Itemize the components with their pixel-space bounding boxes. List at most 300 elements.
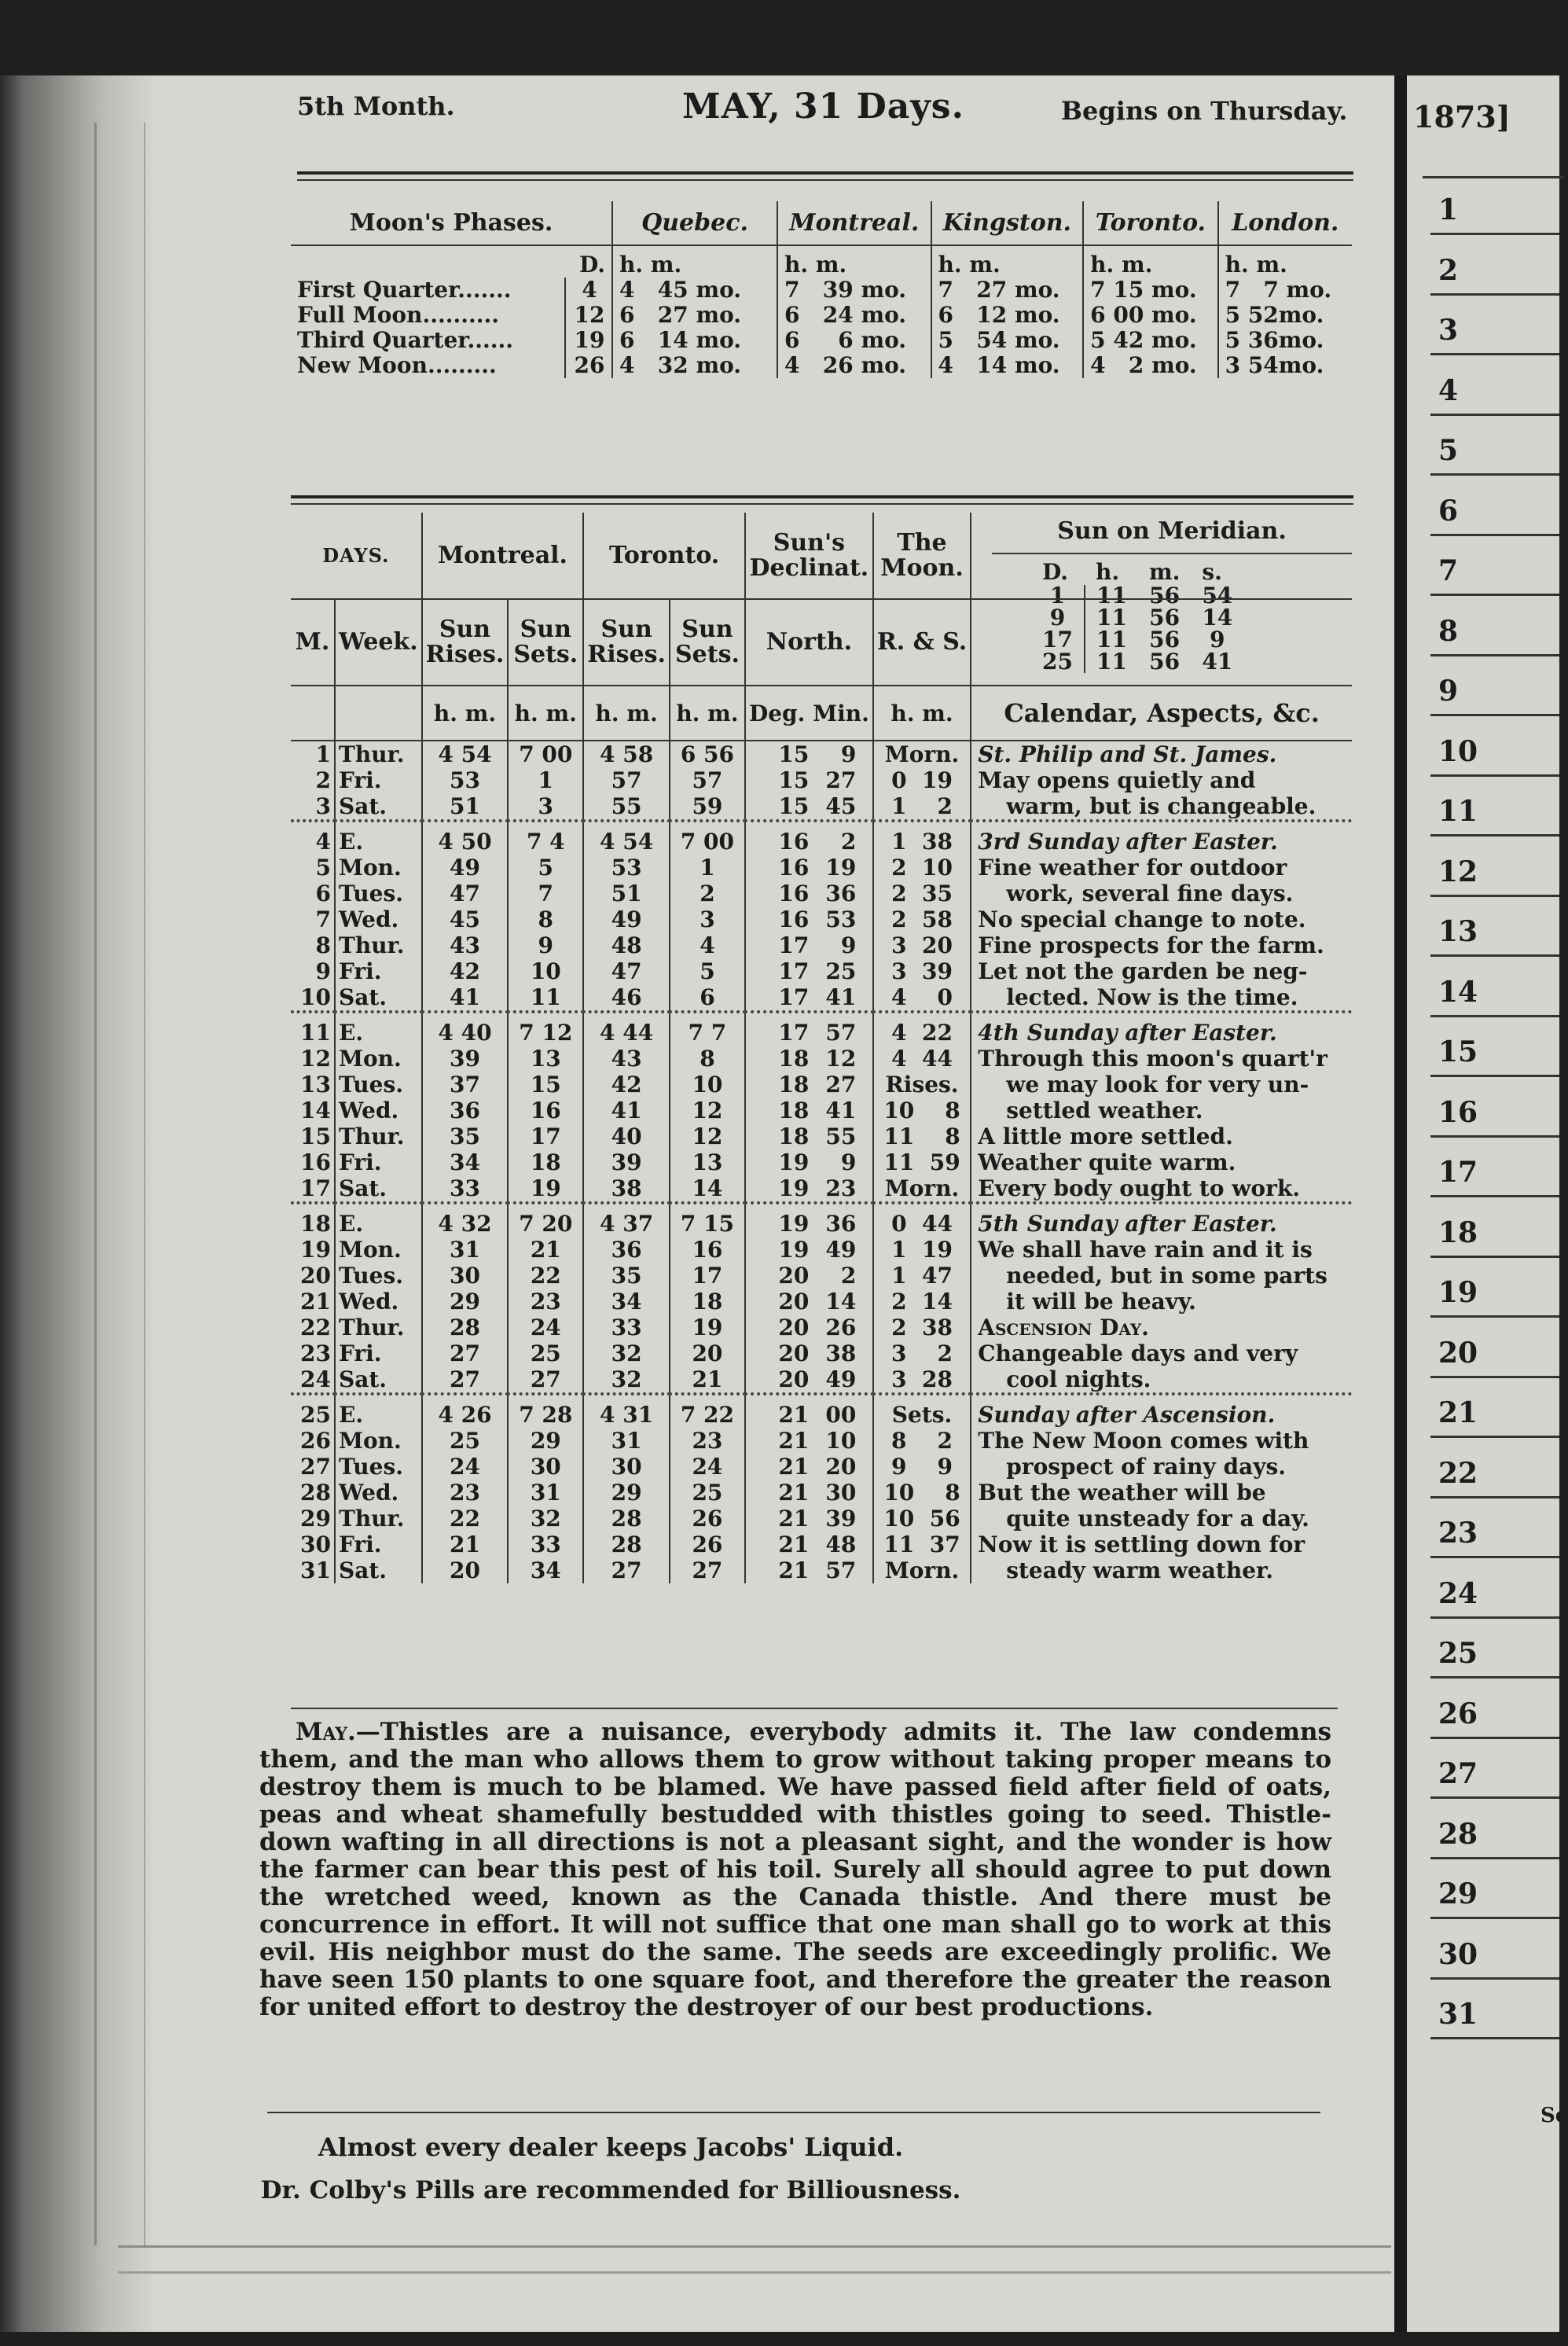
essay-rule [267,2112,1320,2113]
facing-page-day-row [1407,795,1559,855]
phase-time-london: 7 7 mo. [1218,278,1352,303]
header-m: M. [295,628,330,656]
day-of-month: 23 [300,1340,331,1366]
montreal-sunset: 7 00 [508,741,583,767]
day-of-month: 18 [300,1211,331,1237]
moon-rise-set: 1 2 [873,793,971,821]
montreal-sunset: 3 [508,793,583,821]
day-of-week: Sat. [335,1366,422,1394]
declination-degrees: 15 [778,741,810,767]
toronto-sunset: 4 [670,932,745,958]
header-declination: Sun's Declinat. [745,513,873,599]
table-bottom-rule [291,1708,1338,1709]
moon-rise-set: 3 28 [873,1366,971,1394]
calendar-note: We shall have rain and it is [971,1237,1352,1263]
phase-time-london: 3 54mo. [1218,353,1352,378]
may-essay [259,1719,1331,2021]
toronto-sunrise: 36 [583,1237,670,1263]
facing-page-day-row [1407,1577,1559,1638]
phase-time-toronto: 6 00 mo. [1083,303,1217,328]
facing-page-day-number: 13 [1438,915,1478,948]
calendar-note: Fine prospects for the farm. [971,932,1352,958]
day-of-week: Tues. [335,1263,422,1289]
phase-time-london: 5 52mo. [1218,303,1352,328]
facing-page-day-number: 7 [1438,554,1459,587]
montreal-sunset: 32 [508,1506,583,1532]
phases-unit-hm: h. m. [1083,245,1217,278]
montreal-sunrise: 4 40 [422,1012,509,1046]
day-row [291,1149,1352,1175]
toronto-sunset: 12 [670,1098,745,1123]
montreal-sunset: 9 [508,932,583,958]
facing-page-day-row [1407,976,1559,1036]
declination-minutes: 45 [825,793,857,819]
montreal-sunrise: 33 [422,1175,509,1203]
day-of-month: 31 [300,1557,331,1583]
meridian-header: D. [1042,559,1069,585]
facing-page-day-number: 1 [1438,193,1459,226]
montreal-sunset: 30 [508,1454,583,1480]
calendar-note: Every body ought to work. [971,1175,1352,1203]
calendar-note: steady warm weather. [971,1557,1352,1583]
toronto-sunrise: 53 [583,855,670,881]
declination-degrees: 16 [778,881,810,906]
sun-declination [745,984,873,1012]
toronto-sunset: 26 [670,1506,745,1532]
declination-minutes: 10 [825,1428,857,1454]
calendar-note: settled weather. [971,1098,1352,1123]
day-of-month: 10 [300,984,331,1010]
facing-page-day-row [1407,1035,1559,1096]
meridian-cell: 11 [1096,649,1127,675]
facing-page-day-number: 15 [1438,1035,1478,1068]
facing-page-day-row [1407,1096,1559,1156]
facing-page-day-number: 12 [1438,855,1478,888]
moon-rise-set: 10 8 [873,1480,971,1506]
phase-day: 26 [564,353,605,378]
facing-page-day-number: 18 [1438,1215,1478,1249]
facing-page-day-number: 10 [1438,734,1478,768]
declination-degrees: 19 [778,1149,810,1175]
meridian-title: Sun on Meridian. [1057,517,1287,545]
facing-page-year: 1873] [1413,99,1511,134]
page-bottom-edge [118,2245,1391,2274]
phases-unit-day: D. [578,252,605,278]
facing-page-day-number: 9 [1438,675,1459,708]
day-of-month: 28 [300,1480,331,1506]
day-of-week: Wed. [335,1480,422,1506]
declination-degrees: 18 [778,1046,810,1072]
day-row [291,1072,1352,1098]
day-row [291,741,1352,767]
day-of-month: 8 [315,932,331,958]
facing-page-day-number: 31 [1438,1998,1478,2031]
calendar-note: Now it is settling down for [971,1532,1352,1557]
calendar-note: May opens quietly and [971,767,1352,793]
sun-declination [745,881,873,906]
toronto-sunrise: 38 [583,1175,670,1203]
day-row [291,881,1352,906]
facing-page-day-row [1407,1938,1559,1999]
unit-hm: h. m. [670,686,745,741]
scanned-page [0,75,1568,2332]
sun-declination [745,1480,873,1506]
moon-rise-set: 1 47 [873,1263,971,1289]
montreal-sunrise: 4 26 [422,1394,509,1428]
day-of-month: 4 [315,829,331,855]
day-of-month: 12 [300,1046,331,1072]
day-row [291,767,1352,793]
book-spine [1394,75,1407,2332]
header-montreal-rises: Sun Rises. [422,599,509,686]
meridian-header: m. [1148,559,1181,585]
day-of-month: 20 [300,1263,331,1289]
day-of-month: 26 [300,1428,331,1454]
calendar-note: Ascension Day. [971,1315,1352,1340]
facing-page-day-row [1407,1697,1559,1758]
declination-degrees: 21 [778,1402,810,1428]
phase-name: First Quarter....... [297,277,512,303]
declination-minutes: 38 [825,1340,857,1366]
facing-page-day-number: 19 [1438,1276,1478,1309]
phases-header-quebec: Quebec. [612,201,777,245]
day-of-week: Wed. [335,906,422,932]
day-row [291,1237,1352,1263]
toronto-sunset: 3 [670,906,745,932]
facing-page-day-number: 23 [1438,1517,1478,1550]
phase-time-montreal: 4 26 mo. [777,353,931,378]
calendar-note: But the weather will be [971,1480,1352,1506]
declination-degrees: 15 [778,767,810,793]
montreal-sunrise: 53 [422,767,509,793]
toronto-sunrise: 48 [583,932,670,958]
toronto-sunset: 6 56 [670,741,745,767]
day-of-week: Tues. [335,1454,422,1480]
month-label: 5th Month. [297,91,455,121]
meridian-cell: 11 [1096,605,1127,631]
montreal-sunset: 5 [508,855,583,881]
day-of-month: 25 [300,1402,331,1428]
ad-colby-pills: Dr. Colby's Pills are recommended for Billiousness. [260,2176,961,2204]
facing-page-day-number: 11 [1438,795,1478,828]
day-of-week: E. [335,1012,422,1046]
montreal-sunrise: 49 [422,855,509,881]
declination-minutes: 23 [825,1175,857,1201]
moon-rise-set: 2 14 [873,1289,971,1315]
day-of-week: Thur. [335,741,422,767]
day-row [291,1263,1352,1289]
sun-declination [745,1123,873,1149]
phase-time-quebec: 6 14 mo. [612,328,777,353]
declination-minutes: 27 [825,767,857,793]
moon-rise-set: 10 56 [873,1506,971,1532]
day-of-week: E. [335,1394,422,1428]
phase-time-kingston: 5 54 mo. [931,328,1084,353]
montreal-sunset: 13 [508,1046,583,1072]
meridian-cell: 17 [1031,629,1085,651]
facing-page-day-row [1407,1637,1559,1697]
toronto-sunset: 21 [670,1366,745,1394]
phase-name-and-day [291,278,612,303]
calendar-note: No special change to note. [971,906,1352,932]
day-of-week: E. [335,1203,422,1237]
facing-page-day-number: 26 [1438,1697,1478,1730]
header-montreal-sets: Sun Sets. [508,599,583,686]
declination-minutes: 41 [825,984,857,1010]
header-toronto-rises: Sun Rises. [583,599,670,686]
facing-page-day-row [1407,314,1559,374]
meridian-cell: 56 [1149,627,1181,653]
header-days: DAYS. [322,543,390,567]
day-of-week: Sat. [335,984,422,1012]
day-of-month: 14 [300,1098,331,1123]
meridian-cell: 56 [1149,583,1181,609]
montreal-sunset: 7 20 [508,1203,583,1237]
calendar-note: Fine weather for outdoor [971,855,1352,881]
montreal-sunrise: 29 [422,1289,509,1315]
declination-degrees: 15 [778,793,810,819]
day-of-month: 2 [315,767,331,793]
moon-rise-set: 4 0 [873,984,971,1012]
header-rule-thin [297,179,1353,181]
moon-rise-set: 3 2 [873,1340,971,1366]
toronto-sunset: 59 [670,793,745,821]
declination-minutes: 20 [825,1454,857,1480]
montreal-sunrise: 4 54 [422,741,509,767]
declination-minutes: 48 [825,1532,857,1557]
montreal-sunrise: 4 32 [422,1203,509,1237]
meridian-cell: 54 [1202,583,1233,609]
declination-degrees: 19 [778,1237,810,1263]
toronto-sunset: 20 [670,1340,745,1366]
day-of-week: Sat. [335,793,422,821]
header-montreal: Montreal. [422,513,584,599]
montreal-sunset: 10 [508,958,583,984]
sun-declination [745,958,873,984]
ad-jacobs-liquid: Almost every dealer keeps Jacobs' Liquid. [318,2132,904,2162]
phase-time-kingston: 4 14 mo. [931,353,1084,378]
moon-rise-set: 0 44 [873,1203,971,1237]
day-of-week: Mon. [335,855,422,881]
unit-hm: h. m. [583,686,670,741]
declination-minutes: 00 [825,1402,857,1428]
day-of-week: Wed. [335,1098,422,1123]
declination-degrees: 17 [778,932,810,958]
montreal-sunrise: 41 [422,984,509,1012]
moon-rise-set: 3 39 [873,958,971,984]
toronto-sunrise: 4 54 [583,821,670,855]
phase-time-toronto: 4 2 mo. [1083,353,1217,378]
phase-time-toronto: 5 42 mo. [1083,328,1217,353]
phase-time-montreal: 6 24 mo. [777,303,931,328]
declination-degrees: 18 [778,1123,810,1149]
phase-name: Third Quarter...... [297,327,513,353]
meridian-cell: 41 [1202,649,1233,675]
begins-on-label: Begins on Thursday. [1061,96,1348,126]
essay-lead: May. [296,1718,356,1746]
meridian-cell: 56 [1149,605,1181,631]
sun-declination [745,1289,873,1315]
toronto-sunrise: 28 [583,1532,670,1557]
phases-rule-thin [291,503,1353,505]
day-row [291,906,1352,932]
day-of-week: Mon. [335,1428,422,1454]
day-of-month: 3 [315,793,331,819]
sun-declination [745,1012,873,1046]
facing-page-day-row [1407,374,1559,435]
calendar-note: Weather quite warm. [971,1149,1352,1175]
sun-declination [745,855,873,881]
toronto-sunrise: 41 [583,1098,670,1123]
declination-minutes: 9 [840,932,857,958]
montreal-sunset: 24 [508,1315,583,1340]
moon-rise-set: 0 19 [873,767,971,793]
facing-page-day-row [1407,254,1559,314]
toronto-sunset: 7 15 [670,1203,745,1237]
day-row [291,1203,1352,1237]
day-of-month: 19 [300,1237,331,1263]
toronto-sunrise: 4 44 [583,1012,670,1046]
day-of-week: Thur. [335,1506,422,1532]
meridian-cell: 56 [1149,649,1181,675]
facing-page-day-number: 6 [1438,494,1459,528]
calendar-note: quite unsteady for a day. [971,1506,1352,1532]
day-of-week: Wed. [335,1289,422,1315]
calendar-note: St. Philip and St. James. [971,741,1352,767]
toronto-sunset: 1 [670,855,745,881]
sun-declination [745,821,873,855]
facing-page-day-row [1407,735,1559,796]
moon-rise-set: 9 9 [873,1454,971,1480]
calendar-note: 4th Sunday after Easter. [971,1012,1352,1046]
calendar-note: needed, but in some parts [971,1263,1352,1289]
declination-minutes: 25 [825,958,857,984]
day-of-week: Fri. [335,767,422,793]
toronto-sunset: 10 [670,1072,745,1098]
day-row [291,821,1352,855]
toronto-sunset: 57 [670,767,745,793]
declination-degrees: 21 [778,1454,810,1480]
facing-page-day-number: 4 [1438,373,1459,407]
day-row [291,1123,1352,1149]
day-row [291,793,1352,821]
toronto-sunrise: 32 [583,1366,670,1394]
unit-hm: h. m. [508,686,583,741]
moon-rise-set: 2 38 [873,1315,971,1340]
sun-declination [745,1428,873,1454]
calendar-note: The New Moon comes with [971,1428,1352,1454]
meridian-cell: 9 [1031,607,1085,629]
declination-minutes: 57 [825,1020,857,1046]
sun-declination [745,1315,873,1340]
toronto-sunrise: 49 [583,906,670,932]
declination-minutes: 49 [825,1237,857,1263]
montreal-sunset: 8 [508,906,583,932]
facing-page-day-number: 5 [1438,434,1459,467]
montreal-sunset: 34 [508,1557,583,1583]
phases-rule [291,495,1353,498]
declination-degrees: 16 [778,906,810,932]
unit-hm: h. m. [873,686,971,741]
toronto-sunrise: 31 [583,1428,670,1454]
toronto-sunrise: 4 31 [583,1394,670,1428]
declination-minutes: 26 [825,1315,857,1340]
declination-degrees: 21 [778,1532,810,1557]
facing-page-day-row [1407,615,1559,675]
sun-declination [745,1175,873,1203]
toronto-sunrise: 4 37 [583,1203,670,1237]
moon-rise-set: 3 20 [873,932,971,958]
unit-deg-min: Deg. Min. [745,686,873,741]
day-of-month: 15 [300,1123,331,1149]
facing-page-day-number: 22 [1438,1456,1478,1490]
toronto-sunrise: 55 [583,793,670,821]
day-of-week: Fri. [335,1149,422,1175]
day-of-month: 29 [300,1506,331,1532]
phases-unit-hm: h. m. [1218,245,1352,278]
facing-page-day-number: 21 [1438,1396,1478,1429]
moon-rise-set: Rises. [873,1072,971,1098]
toronto-sunrise: 35 [583,1263,670,1289]
declination-minutes: 9 [840,741,857,767]
meridian-cell: 25 [1031,651,1085,673]
sun-declination [745,1340,873,1366]
toronto-sunset: 14 [670,1175,745,1203]
phases-header-london: London. [1218,201,1352,245]
montreal-sunset: 23 [508,1289,583,1315]
facing-page-day-number: 24 [1438,1576,1478,1610]
toronto-sunset: 24 [670,1454,745,1480]
declination-minutes: 12 [825,1046,857,1072]
header-moon: The Moon. [873,513,971,599]
facing-page-day-number: 2 [1438,253,1459,287]
calendar-note: Through this moon's quart'r [971,1046,1352,1072]
sun-declination [745,906,873,932]
phase-time-montreal: 7 39 mo. [777,278,931,303]
day-row [291,855,1352,881]
header-calendar: Calendar, Aspects, &c. [971,686,1352,741]
montreal-sunset: 33 [508,1532,583,1557]
montreal-sunrise: 30 [422,1263,509,1289]
day-row [291,1340,1352,1366]
declination-degrees: 19 [778,1175,810,1201]
montreal-sunrise: 4 50 [422,821,509,855]
declination-minutes: 39 [825,1506,857,1532]
montreal-sunrise: 21 [422,1532,509,1557]
montreal-sunset: 16 [508,1098,583,1123]
meridian-header: h. [1095,559,1120,585]
moon-rise-set: 11 8 [873,1123,971,1149]
phase-row [291,303,1352,328]
day-of-month: 6 [315,881,331,906]
facing-page-day-row [1407,434,1559,495]
phases-unit-hm: h. m. [612,245,777,278]
facing-page-day-number: 28 [1438,1817,1478,1851]
moon-rise-set: 11 37 [873,1532,971,1557]
header-north: North. [745,599,873,686]
toronto-sunset: 12 [670,1123,745,1149]
header-toronto-sets: Sun Sets. [670,599,745,686]
montreal-sunset: 1 [508,767,583,793]
toronto-sunset: 2 [670,881,745,906]
phase-time-quebec: 4 45 mo. [612,278,777,303]
toronto-sunrise: 32 [583,1340,670,1366]
sun-declination [745,1263,873,1289]
facing-page-day-row [1407,1276,1559,1337]
montreal-sunrise: 27 [422,1340,509,1366]
sun-declination [745,767,873,793]
phase-time-kingston: 6 12 mo. [931,303,1084,328]
